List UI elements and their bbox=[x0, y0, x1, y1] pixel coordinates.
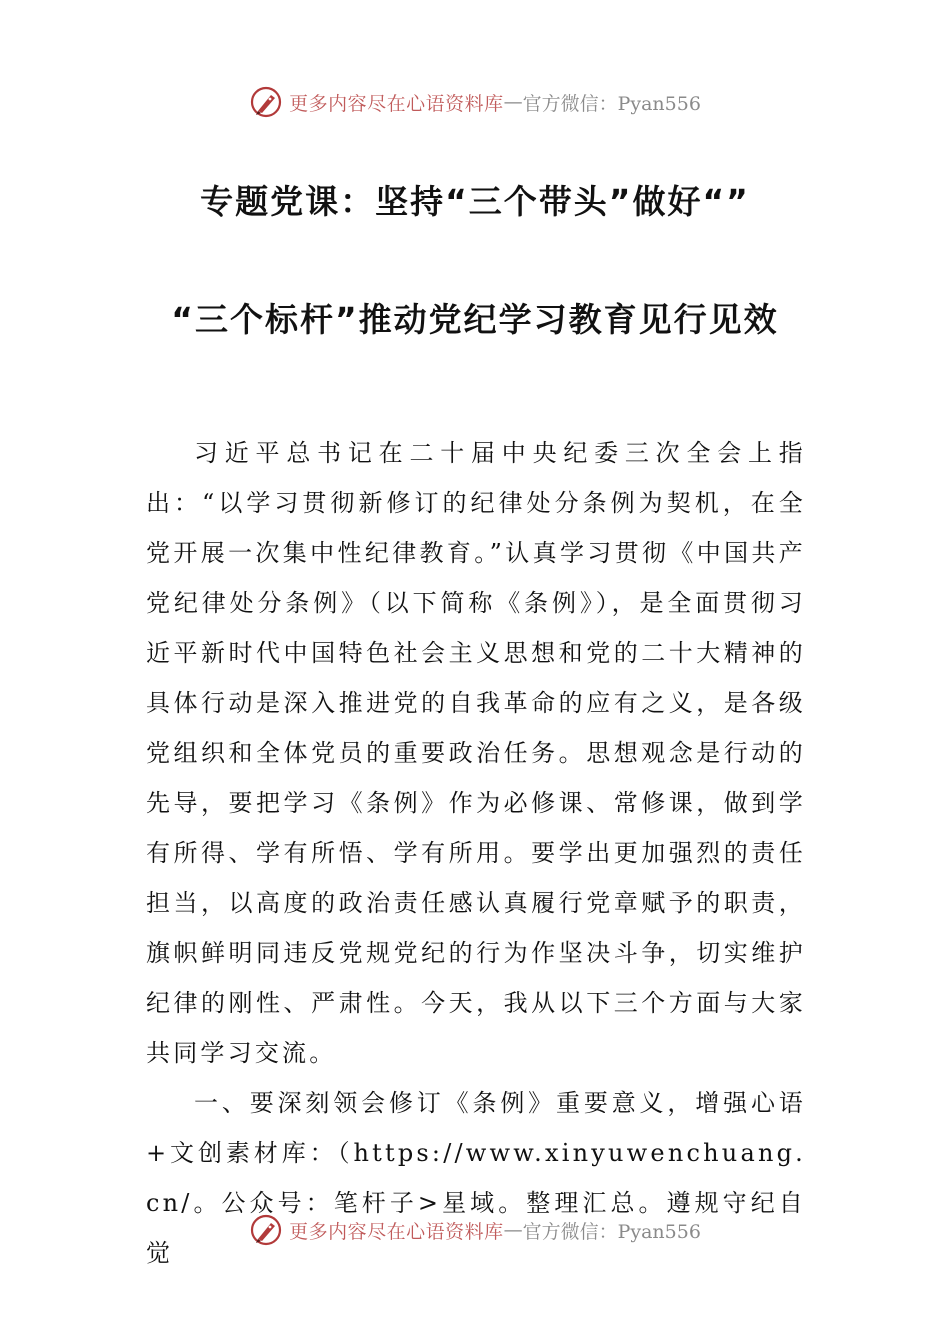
watermark-brand: 更多内容尽在心语资料库 bbox=[289, 92, 504, 115]
watermark-contact: 官方微信：Pyan556 bbox=[522, 92, 701, 115]
footer-watermark bbox=[0, 1208, 950, 1252]
watermark-contact: 官方微信：Pyan556 bbox=[522, 1220, 701, 1243]
pen-nib-icon bbox=[249, 85, 283, 119]
document-title-line-1: 专题党课：坚持“三个带头”做好“” bbox=[200, 182, 750, 221]
body-paragraph-1: 习近平总书记在二十届中央纪委三次全会上指出：“以学习贯彻新修订的纪律处分条例为契机，在全党开展一次集中性纪律教育。”认真学习贯彻《中国共产党纪律处分条例》（以下简称《条例》），是全面贯彻习近平新时代中国特色社会主义思想和党的二十大精神的具体行动是深入推进党的自我革命的应有之义，是各级党组织和全体党员的重要政治任务。思想观念是行动的先导，要把学习《条例》作为必修课、常修课，做到学有所得、学有所悟、学有所用。要学出更加强烈的责任担当，以高度的政治责任感认真履行党章赋予的职责，旗帜鲜明同违反党规党纪的行为作坚决斗争，切实维护纪律的刚性、严肃性。今天，我从以下三个方面与大家共同学习交流。 bbox=[146, 439, 806, 1067]
document-title-line-2: “三个标杆”推动党纪学习教育见行见效 bbox=[171, 300, 779, 339]
body-paragraph-2: 一、要深刻领会修订《条例》重要意义，增强心语+文创素材库：（https://www.xinyuwenchuang.cn/。公众号：笔杆子>星域。整理汇总。遵规守纪自觉 bbox=[146, 1089, 806, 1267]
watermark-separator: — bbox=[503, 91, 523, 113]
watermark-brand: 更多内容尽在心语资料库 bbox=[289, 1220, 504, 1243]
document-body bbox=[146, 428, 806, 1278]
watermark-separator: — bbox=[503, 1219, 523, 1241]
header-watermark bbox=[0, 80, 950, 124]
pen-nib-icon bbox=[249, 1213, 283, 1247]
